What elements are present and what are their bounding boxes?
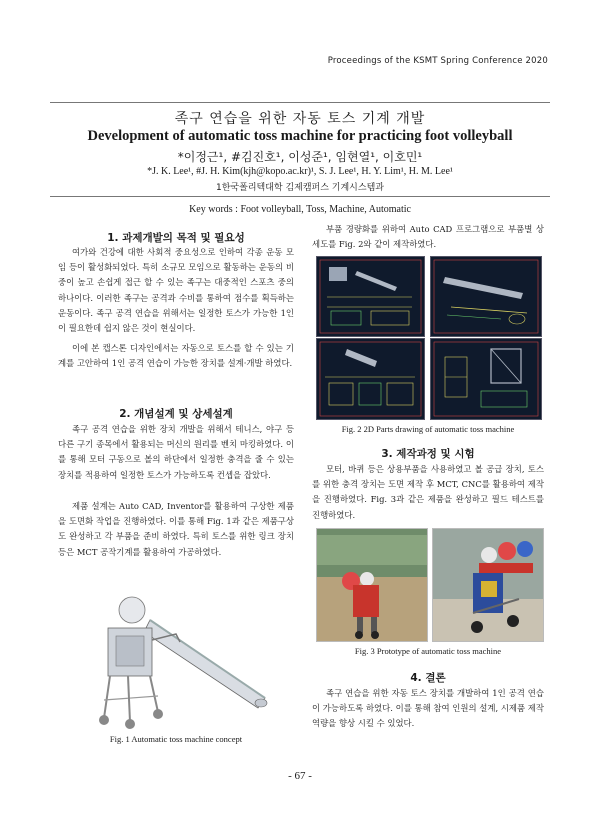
section-2-paragraph-2: 제품 설계는 Auto CAD, Inventor를 활용하여 구상한 제품을 도면화 작업을 진행하였다. 이를 통해 Fig. 1과 같은 제품구상도 완성하고 각 부품을 준비 하였다. 특히 토스를 위한 링크 장치 등은 MCT 공작기계를 활용하여 가공하였다. bbox=[58, 501, 294, 557]
section-2-paragraph-1: 족구 공격 연습을 위한 장치 개발을 위해서 테니스, 야구 등 다른 구기 종목에서 활용되는 머신의 원리를 벤치 마킹하였다. 이를 통해 모터 구동으로 볼의 하단에서 일정한 충격을 줄 수 있는 장치를 적용하여 일정한 토스가 가능하도록 컨셉을 잡았다. bbox=[58, 424, 294, 480]
figure-2-cad-drawing-4 bbox=[430, 338, 542, 420]
section-1-paragraph-1: 여가와 건강에 대한 사회적 중요성으로 인하여 각종 운동 모임 등이 활성화되었다. 특히 소규모 모임으로 활동하는 운동의 비중이 높고 손쉽게 접근 할 수 있는 족구는 대중적인 스포츠 중의 하나이다. 이러한 족구는 공격과 수비를 통하여 점수를 획득하는 운동이다. 족구 공격 연습을 위해서는 일정한 토스가 가능한 1인이 필요한데 쉽지 않은 것이 현실이다. bbox=[58, 247, 294, 334]
keywords: Key words : Foot volleyball, Toss, Machine, Automatic bbox=[189, 204, 411, 215]
section-4-heading: 4. 결론 bbox=[410, 672, 446, 684]
section-3-heading: 3. 제작과정 및 시험 bbox=[381, 448, 475, 460]
section-1-paragraph-2: 이에 본 캡스톤 디자인에서는 자동으로 토스를 할 수 있는 기계를 고안하여 1인 공격 연습이 가능한 장치를 설계·개발 하였다. bbox=[58, 343, 294, 369]
page-number: - 67 - bbox=[288, 770, 312, 782]
section-4-paragraph-1: 족구 연습을 위한 자동 토스 장치를 개발하여 1인 공격 연습이 가능하도록 하였다. 이를 통해 참여 인원의 설계, 시제품 제작 역량을 향상 시킬 수 있었다. bbox=[312, 688, 544, 729]
figure-1-caption: Fig. 1 Automatic toss machine concept bbox=[109, 734, 243, 744]
authors-korean: *이정근¹, #김진호¹, 이성준¹, 임현열¹, 이호민¹ bbox=[177, 150, 423, 164]
figure-2-cad-drawing-3 bbox=[316, 338, 425, 420]
figure-3-photo-1 bbox=[316, 528, 428, 642]
figure-2-cad-drawing-2 bbox=[430, 256, 542, 337]
section-3-paragraph-1: 모터, 바퀴 등은 상용부품을 사용하였고 볼 공급 장치, 토스를 위한 충격 장치는 도면 제작 후 MCT, CNC를 활용하여 제작을 진행하였다. Fig. 3과 같은 제품을 완성하고 필드 테스트를 진행하였다. bbox=[312, 464, 544, 520]
keywords-rule bbox=[50, 196, 550, 197]
header-rule bbox=[50, 102, 550, 103]
section-2-heading: 2. 개념설계 및 상세설계 bbox=[119, 408, 233, 420]
figure-3-photo-2 bbox=[432, 528, 544, 642]
title-english: Development of automatic toss machine for practicing foot volleyball bbox=[87, 128, 513, 144]
title-korean: 족구 연습을 위한 자동 토스 기계 개발 bbox=[174, 111, 426, 127]
section-1-heading: 1. 과제개발의 목적 및 필요성 bbox=[107, 232, 245, 244]
figure-1-machine-concept bbox=[80, 580, 280, 730]
authors-english: *J. K. Lee¹, #J. H. Kim(kjh@kopo.ac.kr)¹, S. J. Lee¹, H. Y. Lim¹, H. M. Lee¹ bbox=[147, 166, 453, 177]
conference-header: Proceedings of the KSMT Spring Conference 2020 bbox=[327, 56, 548, 66]
affiliation: 1한국폴리텍대학 김제캠퍼스 기계시스템과 bbox=[216, 183, 384, 193]
figure-2-caption: Fig. 2 2D Parts drawing of automatic toss machine bbox=[341, 424, 515, 434]
figure-2-cad-drawing-1 bbox=[316, 256, 425, 337]
figure-3-caption: Fig. 3 Prototype of automatic toss machine bbox=[354, 646, 502, 656]
fig2-intro-paragraph: 부품 경량화를 위하여 Auto CAD 프로그램으로 부품별 상세도를 Fig. 2와 같이 제작하였다. bbox=[312, 224, 544, 250]
